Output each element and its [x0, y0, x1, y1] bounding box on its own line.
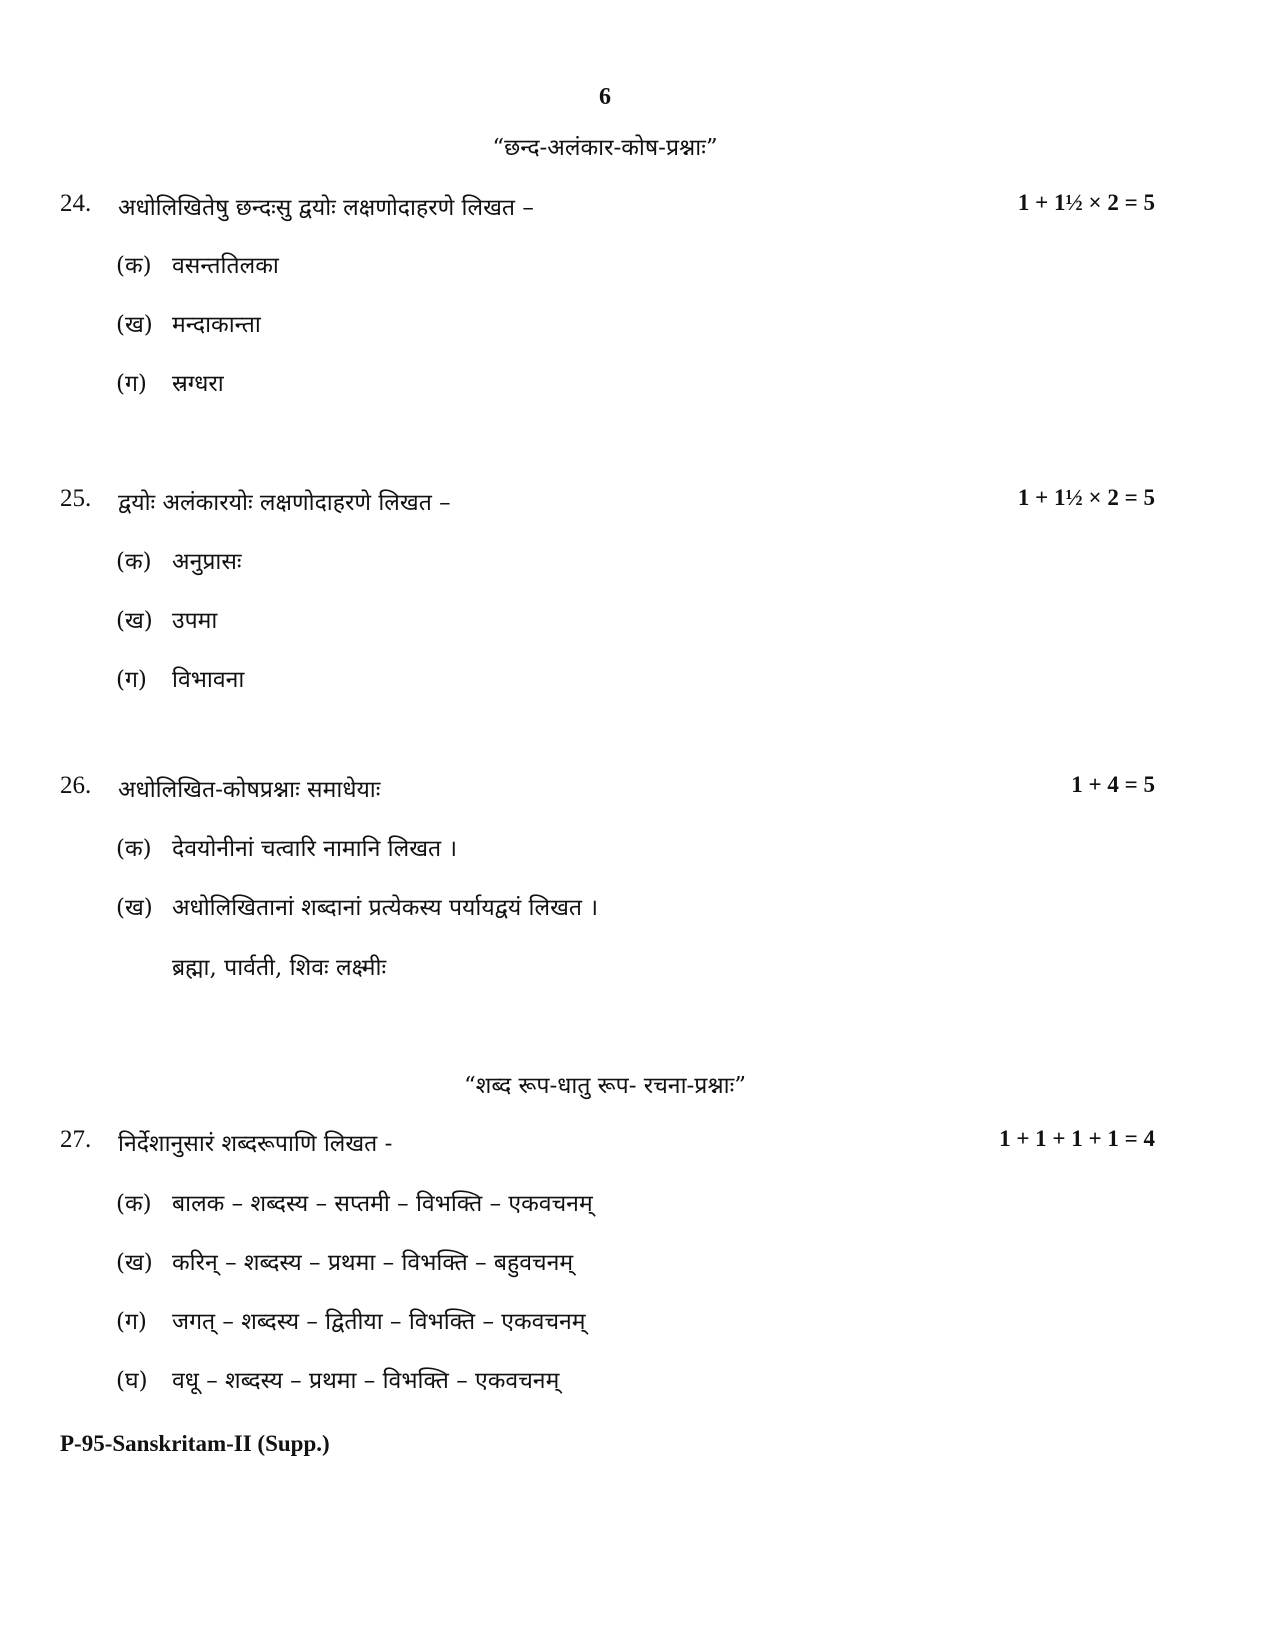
option-text: देवयोनीनां चत्वारि नामानि लिखत ।: [172, 836, 458, 862]
page-number: 6: [599, 84, 611, 110]
option-label: (क): [116, 836, 152, 862]
option-item: [116, 544, 242, 576]
section-heading-chhanda-alankara-kosha: “छन्द-अलंकार-कोष-प्रश्नाः”: [492, 135, 718, 161]
section-heading-shabda-dhatu-rachana: “शब्द रूप-धातु रूप- रचना-प्रश्नाः”: [463, 1073, 747, 1099]
question-marks: 1 + 1½ × 2 = 5: [1017, 485, 1155, 510]
option-item: [116, 248, 279, 280]
option-label: (क): [116, 1191, 152, 1217]
option-item: [116, 662, 244, 694]
question-number: 25.: [60, 485, 92, 512]
question-number: 24.: [60, 190, 92, 217]
option-text: विभावना: [172, 667, 245, 693]
option-text: जगत् – शब्दस्य – द्वितीया – विभक्ति – एकवचनम्: [172, 1309, 586, 1335]
question-marks: 1 + 4 = 5: [1071, 772, 1155, 797]
question-number: 27.: [60, 1126, 92, 1153]
option-item: [116, 1245, 573, 1277]
option-item: [116, 366, 224, 398]
question-number: 26.: [60, 772, 92, 799]
question-text: निर्देशानुसारं शब्दरूपाणि लिखत -: [118, 1131, 393, 1157]
option-label: (ख): [116, 608, 153, 634]
question-24: [60, 190, 1155, 224]
question-26: [60, 772, 1155, 806]
option-text: मन्दाकान्ता: [172, 312, 261, 338]
paper-code-footer: P-95-Sanskritam-II (Supp.): [60, 1431, 330, 1456]
option-item: [116, 890, 598, 922]
option-label: (ख): [116, 1250, 153, 1276]
option-label: (ग): [116, 371, 147, 397]
question-25: [60, 485, 1155, 519]
option-item: [116, 1363, 559, 1395]
option-text: स्रग्धरा: [172, 371, 224, 397]
option-item: [116, 603, 217, 635]
word-list: ब्रह्मा, पार्वती, शिवः लक्ष्मीः: [172, 955, 387, 981]
question-27: [60, 1126, 1155, 1160]
question-marks: 1 + 1 + 1 + 1 = 4: [999, 1126, 1155, 1151]
option-item: [116, 831, 457, 863]
option-text: वधू – शब्दस्य – प्रथमा – विभक्ति – एकवचनम्: [172, 1368, 560, 1394]
option-item: [116, 307, 261, 339]
option-label: (ख): [116, 895, 153, 921]
option-label: (घ): [116, 1368, 148, 1394]
option-text: अनुप्रासः: [172, 549, 242, 575]
question-text: अधोलिखित-कोषप्रश्नाः समाधेयाः: [118, 777, 381, 803]
question-text: अधोलिखितेषु छन्दःसु द्वयोः लक्षणोदाहरणे लिखत –: [118, 195, 534, 221]
option-text: वसन्ततिलका: [172, 253, 279, 279]
option-item: [116, 1304, 586, 1336]
option-text: अधोलिखितानां शब्दानां प्रत्येकस्य पर्यायद्वयं लिखत ।: [172, 895, 599, 921]
question-text: द्वयोः अलंकारयोः लक्षणोदाहरणे लिखत –: [118, 490, 451, 516]
option-text: उपमा: [172, 608, 218, 634]
option-label: (ख): [116, 312, 153, 338]
option-text: करिन् – शब्दस्य – प्रथमा – विभक्ति – बहुवचनम्: [172, 1250, 574, 1276]
option-label: (ग): [116, 667, 147, 693]
question-marks: 1 + 1½ × 2 = 5: [1017, 190, 1155, 215]
option-label: (क): [116, 549, 152, 575]
option-text: बालक – शब्दस्य – सप्तमी – विभक्ति – एकवचनम्: [172, 1191, 593, 1217]
option-item: [116, 1186, 593, 1218]
option-label: (ग): [116, 1309, 147, 1335]
option-label: (क): [116, 253, 152, 279]
